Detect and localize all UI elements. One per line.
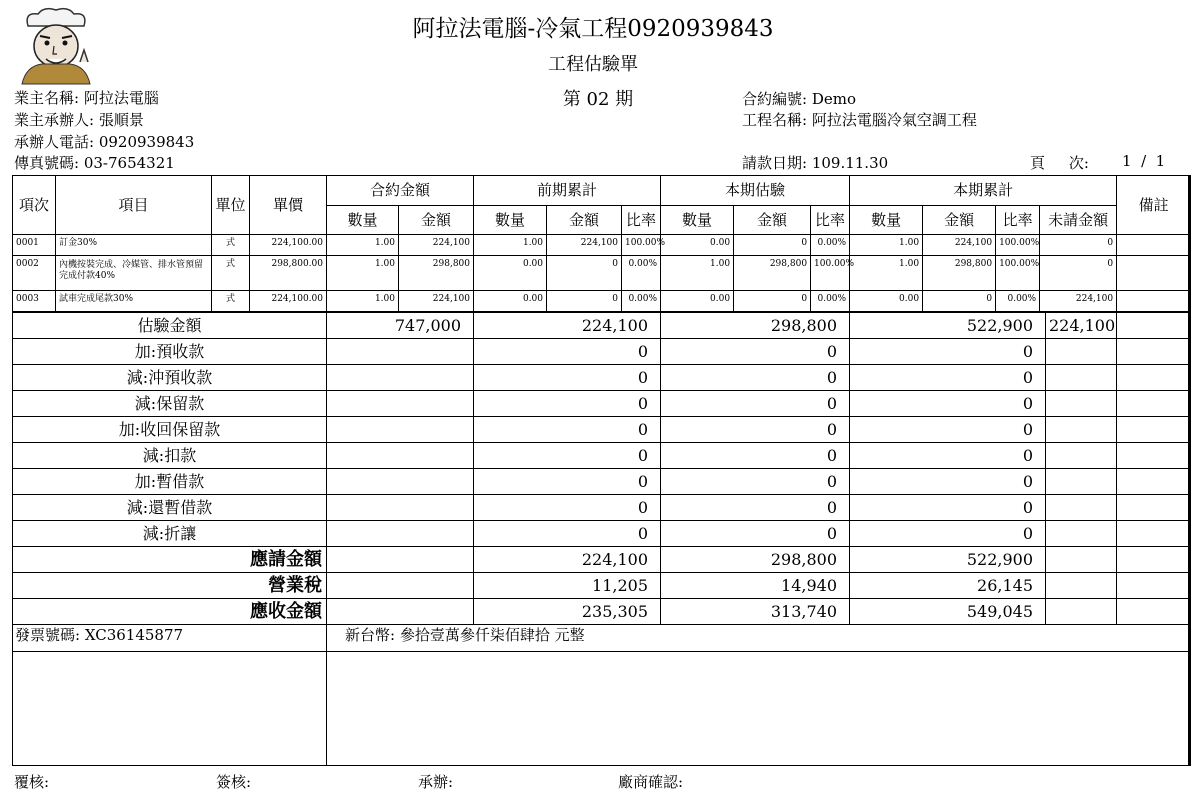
remarks-cell xyxy=(1117,417,1191,443)
audit-signature-label: 簽核: xyxy=(216,773,252,791)
adjustment-current: 0 xyxy=(661,521,850,547)
item-price: 298,800.00 xyxy=(250,256,327,291)
adjustment-previous: 0 xyxy=(474,339,661,365)
col-unit-price: 單價 xyxy=(250,176,327,235)
previous-ratio: 0.00% xyxy=(622,291,661,312)
blank-cell xyxy=(327,365,474,391)
item-no: 0003 xyxy=(13,291,56,312)
cumulative-ratio: 100.00% xyxy=(996,256,1040,291)
summary-row xyxy=(13,521,1191,547)
col-current: 本期估驗 xyxy=(661,176,850,206)
item-unit: 式 xyxy=(212,256,250,291)
previous-amount: 224,100 xyxy=(547,235,622,256)
tax-previous: 11,205 xyxy=(474,573,661,599)
period-number: 第 02 期 xyxy=(562,89,634,110)
item-unit: 式 xyxy=(212,235,250,256)
project-name: 工程名稱: 阿拉法電腦冷氣空調工程 xyxy=(742,111,977,129)
previous-qty: 1.00 xyxy=(474,235,547,256)
cumulative-ratio: 100.00% xyxy=(996,235,1040,256)
item-unit: 式 xyxy=(212,291,250,312)
items-table xyxy=(12,175,1191,312)
cumulative-amount: 0 xyxy=(923,291,996,312)
blank-cell xyxy=(1046,469,1117,495)
fax-number: 傳真號碼: 03-7654321 xyxy=(14,154,175,172)
col-ratio: 比率 xyxy=(996,206,1040,235)
summary-row xyxy=(13,547,1191,573)
summary-row xyxy=(13,443,1191,469)
owner-contact: 業主承辦人: 張順景 xyxy=(14,111,144,129)
remarks-cell xyxy=(1117,313,1191,339)
adjustment-cumulative: 0 xyxy=(850,521,1046,547)
remarks-cell xyxy=(1117,391,1191,417)
cumulative-amount: 298,800 xyxy=(923,256,996,291)
contract-amount: 224,100 xyxy=(399,235,474,256)
unbilled-amount: 0 xyxy=(1040,235,1117,256)
billable-amount-label: 應請金額 xyxy=(13,547,327,573)
adjustment-label: 減:保留款 xyxy=(13,391,327,417)
col-amount: 金額 xyxy=(923,206,996,235)
sales-tax-label: 營業稅 xyxy=(13,573,327,599)
blank-cell xyxy=(327,652,1191,766)
summary-row xyxy=(13,365,1191,391)
current-ratio: 100.00% xyxy=(811,256,850,291)
item-name: 訂金30% xyxy=(56,235,212,256)
blank-cell xyxy=(327,599,474,625)
remarks-cell xyxy=(1117,469,1191,495)
company-title: 阿拉法電腦-冷氣工程0920939843 xyxy=(412,16,774,42)
blank-cell xyxy=(1046,521,1117,547)
tax-cumulative: 26,145 xyxy=(850,573,1046,599)
cumulative-qty: 1.00 xyxy=(850,256,923,291)
blank-cell xyxy=(327,391,474,417)
adjustment-current: 0 xyxy=(661,469,850,495)
summary-row xyxy=(13,469,1191,495)
adjustment-previous: 0 xyxy=(474,365,661,391)
summary-row xyxy=(13,417,1191,443)
remarks-cell xyxy=(1117,235,1191,256)
vendor-confirm-label: 廠商確認: xyxy=(618,773,684,791)
page-number: 1 / 1 xyxy=(1122,152,1166,170)
contract-qty: 1.00 xyxy=(327,256,399,291)
remarks-cell xyxy=(1117,573,1191,599)
summary-row xyxy=(13,495,1191,521)
item-price: 224,100.00 xyxy=(250,291,327,312)
col-qty: 數量 xyxy=(850,206,923,235)
current-ratio: 0.00% xyxy=(811,235,850,256)
adjustment-label: 減:折讓 xyxy=(13,521,327,547)
blank-cell xyxy=(1046,599,1117,625)
blank-cell xyxy=(1046,339,1117,365)
item-no: 0001 xyxy=(13,235,56,256)
current-amount: 0 xyxy=(734,235,811,256)
item-price: 224,100.00 xyxy=(250,235,327,256)
adjustment-previous: 0 xyxy=(474,443,661,469)
col-cumulative: 本期累計 xyxy=(850,176,1117,206)
current-qty: 0.00 xyxy=(661,235,734,256)
previous-amount: 0 xyxy=(547,256,622,291)
adjustment-label: 減:還暫借款 xyxy=(13,495,327,521)
remarks-cell xyxy=(1117,521,1191,547)
tax-current: 14,940 xyxy=(661,573,850,599)
contract-qty: 1.00 xyxy=(327,291,399,312)
form-title: 工程估驗單 xyxy=(548,54,638,75)
table-row xyxy=(13,235,1191,256)
item-no: 0002 xyxy=(13,256,56,291)
cumulative-ratio: 0.00% xyxy=(996,291,1040,312)
col-previous: 前期累計 xyxy=(474,176,661,206)
col-qty: 數量 xyxy=(327,206,399,235)
contract-amount: 298,800 xyxy=(399,256,474,291)
summary-row xyxy=(13,339,1191,365)
summary-row xyxy=(13,391,1191,417)
adjustment-previous: 0 xyxy=(474,391,661,417)
adjustment-label: 減:沖預收款 xyxy=(13,365,327,391)
adjustment-cumulative: 0 xyxy=(850,339,1046,365)
billable-current: 298,800 xyxy=(661,547,850,573)
contact-phone: 承辦人電話: 0920939843 xyxy=(14,133,195,151)
receivable-amount-label: 應收金額 xyxy=(13,599,327,625)
remarks-cell xyxy=(1117,365,1191,391)
estimate-current: 298,800 xyxy=(661,313,850,339)
previous-qty: 0.00 xyxy=(474,256,547,291)
adjustment-cumulative: 0 xyxy=(850,365,1046,391)
remarks-cell xyxy=(1117,291,1191,312)
previous-qty: 0.00 xyxy=(474,291,547,312)
blank-cell xyxy=(1046,573,1117,599)
summary-table xyxy=(12,312,1191,625)
adjustment-label: 加:暫借款 xyxy=(13,469,327,495)
blank-cell xyxy=(13,652,327,766)
billing-date: 請款日期: 109.11.30 xyxy=(742,154,889,172)
item-name: 內機按裝完成、冷媒管、排水管預留完成付款40% xyxy=(56,256,212,291)
col-item: 項目 xyxy=(56,176,212,235)
adjustment-current: 0 xyxy=(661,443,850,469)
cumulative-qty: 1.00 xyxy=(850,235,923,256)
blank-cell xyxy=(1046,391,1117,417)
col-qty: 數量 xyxy=(661,206,734,235)
invoice-table xyxy=(12,624,1191,766)
receivable-cumulative: 549,045 xyxy=(850,599,1046,625)
previous-ratio: 100.00% xyxy=(622,235,661,256)
blank-cell xyxy=(1046,417,1117,443)
col-remarks: 備註 xyxy=(1117,176,1191,235)
remarks-cell xyxy=(1117,495,1191,521)
col-item-no: 項次 xyxy=(13,176,56,235)
billable-previous: 224,100 xyxy=(474,547,661,573)
col-amount: 金額 xyxy=(734,206,811,235)
adjustment-current: 0 xyxy=(661,339,850,365)
adjustment-cumulative: 0 xyxy=(850,469,1046,495)
blank-cell xyxy=(327,417,474,443)
col-amount: 金額 xyxy=(547,206,622,235)
adjustment-label: 加:預收款 xyxy=(13,339,327,365)
contract-amount: 224,100 xyxy=(399,291,474,312)
cumulative-amount: 224,100 xyxy=(923,235,996,256)
page-label: 頁 次: xyxy=(1030,154,1089,172)
review-signature-label: 覆核: xyxy=(14,773,50,791)
estimate-unbilled: 224,100 xyxy=(1046,313,1117,339)
col-amount: 金額 xyxy=(399,206,474,235)
col-ratio: 比率 xyxy=(811,206,850,235)
adjustment-previous: 0 xyxy=(474,417,661,443)
previous-amount: 0 xyxy=(547,291,622,312)
cumulative-qty: 0.00 xyxy=(850,291,923,312)
summary-row xyxy=(13,313,1191,339)
blank-cell xyxy=(327,469,474,495)
remarks-cell xyxy=(1117,443,1191,469)
adjustment-previous: 0 xyxy=(474,469,661,495)
adjustment-cumulative: 0 xyxy=(850,417,1046,443)
unbilled-amount: 224,100 xyxy=(1040,291,1117,312)
receivable-current: 313,740 xyxy=(661,599,850,625)
col-ratio: 比率 xyxy=(622,206,661,235)
contract-qty: 1.00 xyxy=(327,235,399,256)
blank-cell xyxy=(327,339,474,365)
current-qty: 0.00 xyxy=(661,291,734,312)
current-amount: 298,800 xyxy=(734,256,811,291)
current-ratio: 0.00% xyxy=(811,291,850,312)
blank-cell xyxy=(327,443,474,469)
remarks-cell xyxy=(1117,599,1191,625)
adjustment-label: 加:收回保留款 xyxy=(13,417,327,443)
blank-cell xyxy=(1046,365,1117,391)
blank-cell xyxy=(327,521,474,547)
adjustment-cumulative: 0 xyxy=(850,495,1046,521)
current-qty: 1.00 xyxy=(661,256,734,291)
summary-row xyxy=(13,573,1191,599)
contract-number: 合約編號: Demo xyxy=(742,90,856,108)
adjustment-cumulative: 0 xyxy=(850,443,1046,469)
adjustment-label: 減:扣款 xyxy=(13,443,327,469)
handler-signature-label: 承辦: xyxy=(418,773,454,791)
estimate-label: 估驗金額 xyxy=(13,313,327,339)
adjustment-previous: 0 xyxy=(474,521,661,547)
blank-cell xyxy=(327,495,474,521)
item-name: 試車完成尾款30% xyxy=(56,291,212,312)
adjustment-cumulative: 0 xyxy=(850,391,1046,417)
blank-cell xyxy=(327,573,474,599)
amount-in-words: 新台幣: 參拾壹萬參仟柒佰肆拾 元整 xyxy=(327,625,1191,652)
billable-cumulative: 522,900 xyxy=(850,547,1046,573)
estimate-cumulative: 522,900 xyxy=(850,313,1046,339)
blank-cell xyxy=(1046,495,1117,521)
table-row xyxy=(13,256,1191,291)
receivable-previous: 235,305 xyxy=(474,599,661,625)
remarks-cell xyxy=(1117,547,1191,573)
table-row xyxy=(13,291,1191,312)
owner-name: 業主名稱: 阿拉法電腦 xyxy=(14,89,159,107)
adjustment-current: 0 xyxy=(661,495,850,521)
col-unbilled: 未請金額 xyxy=(1040,206,1117,235)
adjustment-current: 0 xyxy=(661,365,850,391)
current-amount: 0 xyxy=(734,291,811,312)
previous-ratio: 0.00% xyxy=(622,256,661,291)
adjustment-current: 0 xyxy=(661,391,850,417)
adjustment-previous: 0 xyxy=(474,495,661,521)
adjustment-current: 0 xyxy=(661,417,850,443)
blank-cell xyxy=(1046,443,1117,469)
invoice-number: 發票號碼: XC36145877 xyxy=(13,625,327,652)
col-qty: 數量 xyxy=(474,206,547,235)
blank-cell xyxy=(327,547,474,573)
estimate-previous: 224,100 xyxy=(474,313,661,339)
estimate-contract: 747,000 xyxy=(327,313,474,339)
col-contract: 合約金額 xyxy=(327,176,474,206)
summary-row xyxy=(13,599,1191,625)
col-unit: 單位 xyxy=(212,176,250,235)
blank-cell xyxy=(1046,547,1117,573)
remarks-cell xyxy=(1117,339,1191,365)
unbilled-amount: 0 xyxy=(1040,256,1117,291)
remarks-cell xyxy=(1117,256,1191,291)
